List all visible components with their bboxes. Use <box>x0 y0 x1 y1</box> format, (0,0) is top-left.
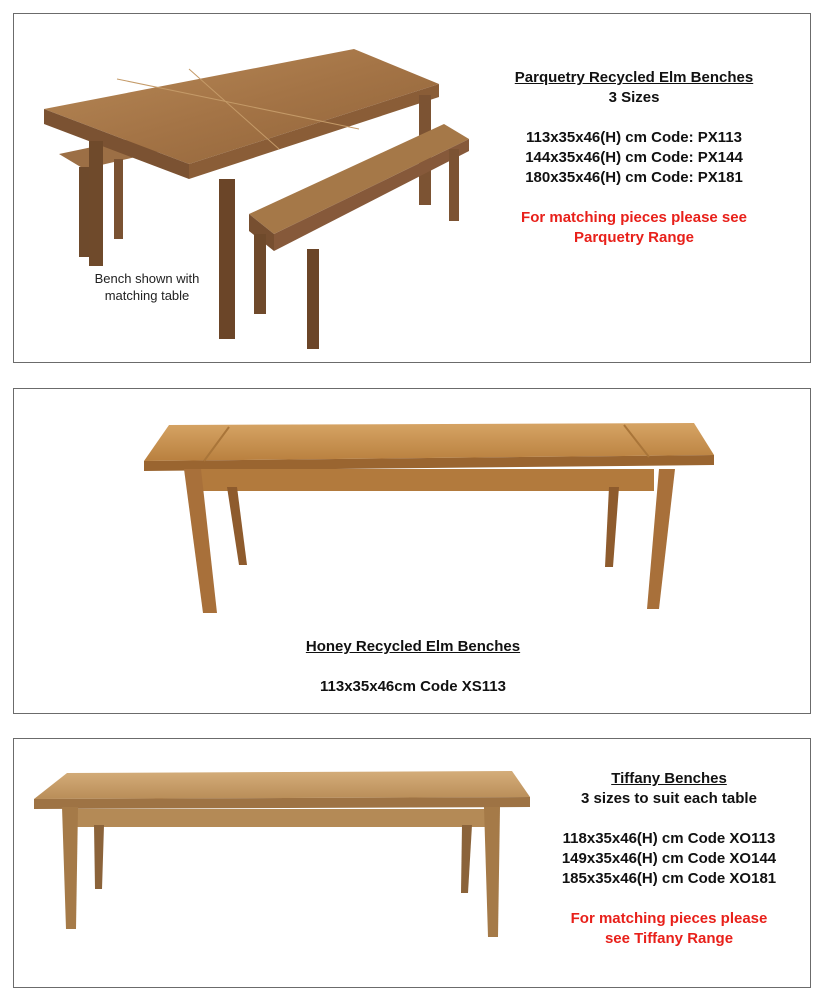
honey-text-block <box>14 637 812 697</box>
matching-note-line-2: see Tiffany Range <box>604 930 734 947</box>
parquetry-table-and-bench-image <box>39 29 469 359</box>
size-line-3: 185x35x46(H) cm Code XO181 <box>561 870 777 887</box>
parquetry-text-block <box>464 68 804 248</box>
matching-note-line-1: For matching pieces please see <box>521 209 747 226</box>
product-title: Parquetry Recycled Elm Benches <box>514 69 754 86</box>
matching-note-line-1: For matching pieces please <box>570 910 768 927</box>
product-title: Tiffany Benches <box>611 770 727 787</box>
caption-line-1: Bench shown with <box>94 271 200 286</box>
tiffany-bench-panel <box>13 738 811 988</box>
size-line-1: 118x35x46(H) cm Code XO113 <box>562 830 776 847</box>
caption-line-2: matching table <box>104 288 190 303</box>
tiffany-text-block <box>534 769 804 949</box>
size-line-2: 149x35x46(H) cm Code XO144 <box>561 850 777 867</box>
size-line-1: 113x35x46cm Code XS113 <box>320 678 506 695</box>
honey-bench-panel <box>13 388 811 714</box>
size-line-1: 113x35x46(H) cm Code: PX113 <box>526 129 742 146</box>
parquetry-bench-panel <box>13 13 811 363</box>
product-subtitle: 3 sizes to suit each table <box>581 790 757 807</box>
honey-bench-image <box>139 417 719 617</box>
size-line-3: 180x35x46(H) cm Code: PX181 <box>525 169 743 186</box>
size-line-2: 144x35x46(H) cm Code: PX144 <box>525 149 743 166</box>
product-title: Honey Recycled Elm Benches <box>305 638 521 655</box>
tiffany-bench-image <box>32 769 537 944</box>
image-caption <box>82 270 212 304</box>
matching-note-line-2: Parquetry Range <box>573 229 695 246</box>
product-subtitle: 3 Sizes <box>608 89 660 106</box>
